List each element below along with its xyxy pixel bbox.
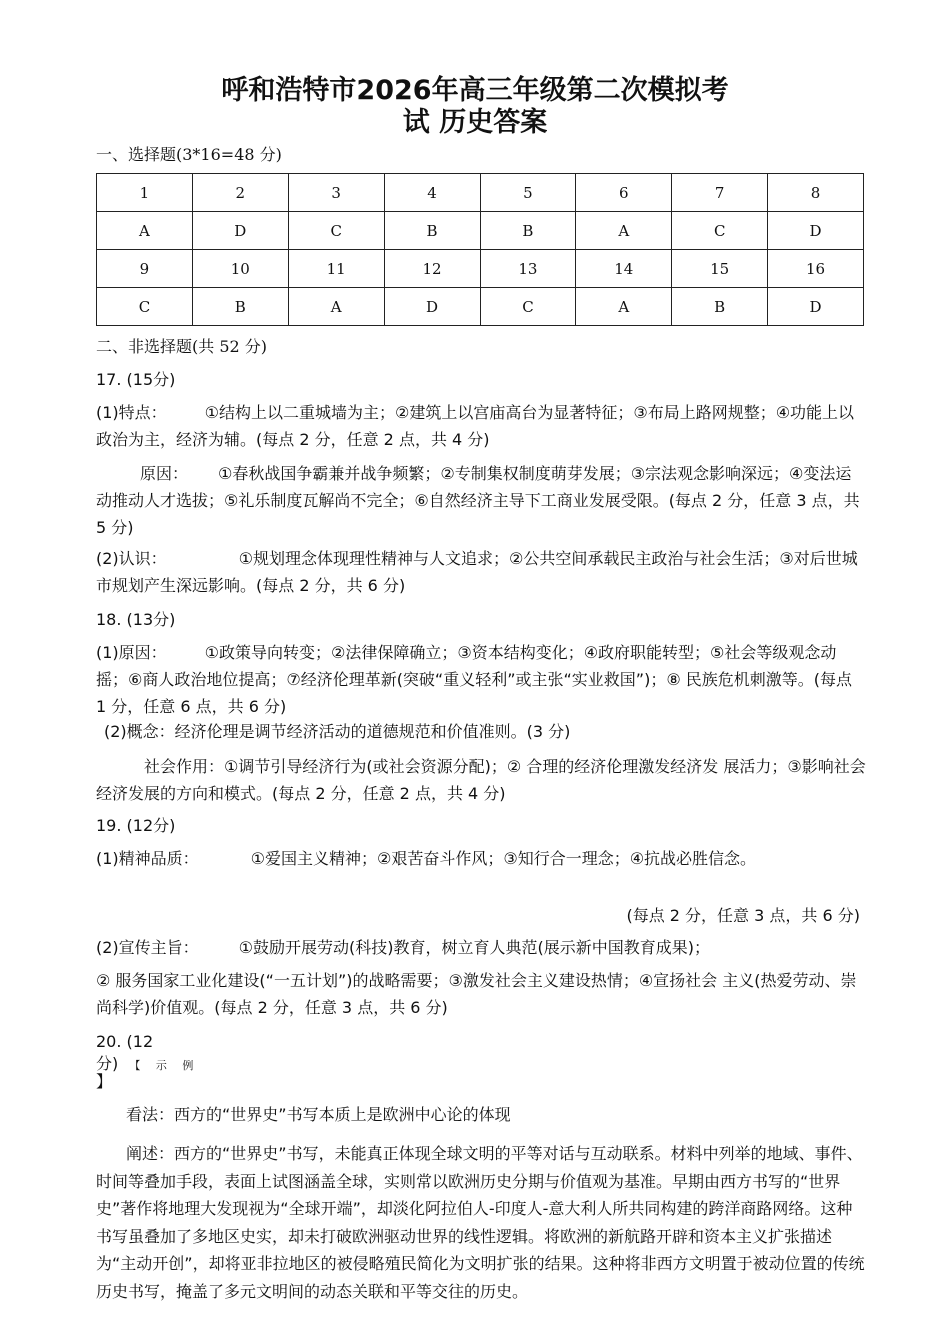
q19-part2-text: ①鼓励开展劳动(科技)教育，树立育人典范(展示新中国教育成果)； (238, 938, 710, 957)
q18-heading: 18. (13分) (96, 610, 176, 629)
q18-concept: (2)概念：经济伦理是调节经济活动的道德规范和价值准则。(3 分) (104, 722, 571, 741)
q18-part1-text: ①政策导向转变；②法律保障确立；③资本结构变化；④政府职能转型；⑤社会等级观念动摇；⑥商人政治地位提高；⑦经济伦理革新(突破“重义轻利”或主张“实业救国”)；⑧ 民族危机刺激等。(每点 1 分，任意 6 点，共 6 分) (96, 643, 853, 716)
q17-reason-text: ①春秋战国争霸兼并战争频繁；②专制集权制度萌芽发展；③宗法观念影响深远；④变法运动推动人才选拔；⑤礼乐制度瓦解尚不完全；⑥自然经济主导下工商业发展受限。(每点 2 分，任意 3 点，共 5 分) (96, 464, 860, 537)
answer-table-cell: C (288, 212, 384, 250)
q19-part1-text: ①爱国主义精神；②艰苦奋斗作风；③知行合一理念；④抗战必胜信念。 (250, 849, 757, 868)
answer-table-cell: D (768, 212, 864, 250)
q17-part2-label: (2)认识： (96, 549, 167, 568)
answer-table-cell: 7 (672, 174, 768, 212)
q17-reason (96, 460, 866, 541)
answer-table-cell: C (97, 288, 193, 326)
q17-part1-text: ①结构上以二重城墙为主；②建筑上以宫庙高台为显著特征；③布局上路网规整；④功能上以政治为主，经济为辅。(每点 2 分，任意 2 点，共 4 分) (96, 403, 855, 449)
q19-part2 (96, 934, 866, 961)
answer-table-row (97, 174, 864, 212)
answer-table-cell: A (576, 212, 672, 250)
answer-table-cell: C (480, 288, 576, 326)
answer-table-cell: 8 (768, 174, 864, 212)
q19-part1-label: (1)精神品质： (96, 849, 199, 868)
answer-table-cell: C (672, 212, 768, 250)
q18-part1 (96, 639, 866, 720)
answer-table-cell: A (576, 288, 672, 326)
answer-table-cell: 2 (192, 174, 288, 212)
section2-heading: 二、非选择题(共 52 分) (96, 337, 268, 356)
q19-part1-score: (每点 2 分，任意 3 点，共 6 分) (626, 906, 860, 925)
answer-table-cell: D (192, 212, 288, 250)
answer-table-row (97, 288, 864, 326)
answer-table-cell: 15 (672, 250, 768, 288)
page-title-line1: 呼和浩特市2026年高三年级第二次模拟考 (221, 75, 729, 106)
choice-answer-table (96, 173, 864, 326)
answer-table-cell: 9 (97, 250, 193, 288)
answer-table-cell: 16 (768, 250, 864, 288)
answer-table-cell: 12 (384, 250, 480, 288)
answer-table-row (97, 212, 864, 250)
q18-social-role: 社会作用：①调节引导经济行为(或社会资源分配)；② 合理的经济伦理激发经济发 展活力；③影响社会经济发展的方向和模式。(每点 2 分，任意 2 点，共 4 分) (96, 757, 866, 803)
answer-table-cell: 11 (288, 250, 384, 288)
answer-table-cell: 13 (480, 250, 576, 288)
answer-table-cell: 1 (97, 174, 193, 212)
q20-example-close: 】 (96, 1072, 113, 1091)
answer-table-cell: 6 (576, 174, 672, 212)
q17-part2-text: ①规划理念体现理性精神与人文追求；②公共空间承载民主政治与社会生活；③对后世城市规划产生深远影响。(每点 2 分，共 6 分) (96, 549, 858, 595)
q17-reason-label: 原因： (140, 464, 189, 483)
answer-table-cell: B (192, 288, 288, 326)
q19-part1 (96, 845, 866, 872)
answer-table-cell: D (384, 288, 480, 326)
q17-part1 (96, 399, 866, 453)
q19-heading: 19. (12分) (96, 816, 176, 835)
q20-essay: 阐述：西方的“世界史”书写，未能真正体现全球文明的平等对话与互动联系。材料中列举的地域、事件、时间等叠加手段，表面上试图涵盖全球，实则常以欧洲历史分期与价值观为基准。早期由西方书写的“世界史”著作将地理大发现视为“全球开端”，却淡化阿拉伯人-印度人-意大利人所共同构建的跨洋商路网络。这种书写虽叠加了多地区史实，却未打破欧洲驱动世界的线性逻辑。将欧洲的新航路开辟和资本主义扩张描述为“主动开创”，却将亚非拉地区的被侵略殖民简化为文明扩张的结果。这种将非西方文明置于被动位置的传统历史书写，掩盖了多元文明间的动态关联和平等交往的历史。 (96, 1144, 865, 1301)
q20-example-label: 【 示 例 (129, 1059, 200, 1072)
answer-table-cell: B (384, 212, 480, 250)
answer-table-cell: 4 (384, 174, 480, 212)
answer-table-cell: B (672, 288, 768, 326)
answer-table-cell: 5 (480, 174, 576, 212)
q19-part2-label: (2)宣传主旨： (96, 938, 199, 957)
answer-table-cell: 3 (288, 174, 384, 212)
q18-part1-label: (1)原因： (96, 643, 167, 662)
answer-table-row (97, 250, 864, 288)
q17-part1-label: (1)特点： (96, 403, 167, 422)
q17-heading: 17. (15分) (96, 370, 176, 389)
answer-table-cell: D (768, 288, 864, 326)
answer-table-cell: 10 (192, 250, 288, 288)
answer-table-cell: B (480, 212, 576, 250)
answer-table-cell: 14 (576, 250, 672, 288)
answer-table-cell: A (288, 288, 384, 326)
section1-heading: 一、选择题(3*16=48 分) (96, 145, 282, 164)
q20-heading-unit: 分) (96, 1054, 119, 1073)
answer-table-cell: A (97, 212, 193, 250)
page-title-line2: 试 历史答案 (402, 107, 548, 138)
q19-part2-cont: ② 服务国家工业化建设(“一五计划”)的战略需要；③激发社会主义建设热情；④宣扬社会 主义(热爱劳动、崇尚科学)价值观。(每点 2 分，任意 3 点，共 6 分) (96, 971, 857, 1017)
q20-view: 看法：西方的“世界史”书写本质上是欧洲中心论的体现 (126, 1105, 511, 1124)
q17-part2 (96, 545, 866, 599)
q20-heading: 20. (12 (96, 1032, 154, 1051)
